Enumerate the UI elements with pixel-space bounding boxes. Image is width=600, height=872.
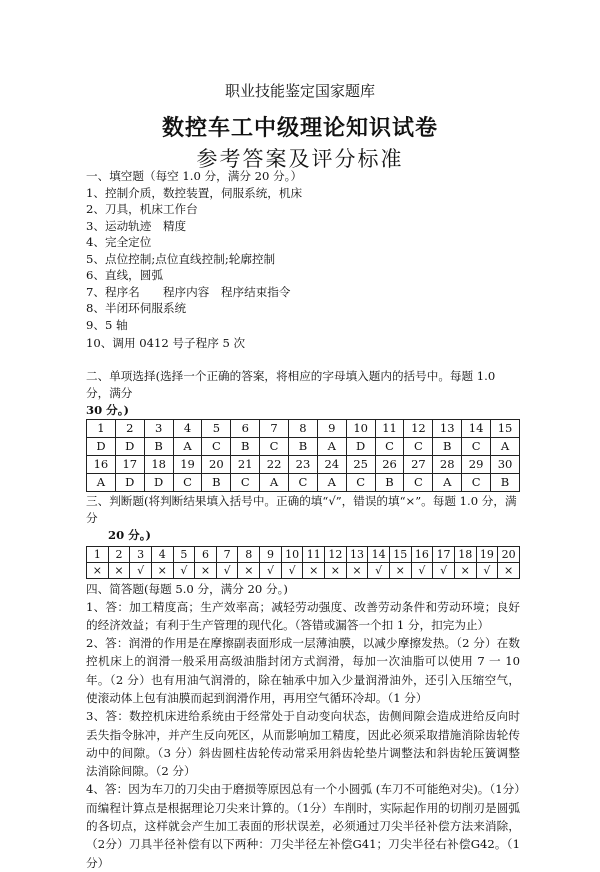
answer-cell: B xyxy=(202,473,231,491)
question-number-cell: 6 xyxy=(195,546,217,562)
exam-bank-title: 职业技能鉴定国家题库 xyxy=(224,82,375,100)
fill-in-answer: 4、完全定位 xyxy=(86,235,152,249)
fill-in-answer: 5、点位控制;点位直线控制;轮廓控制 xyxy=(86,251,276,266)
answer-cell: C xyxy=(404,437,433,455)
answer-cell: × xyxy=(195,562,217,578)
fill-in-answer: 3、运动轨迹 精度 xyxy=(86,218,187,233)
answer-cell: B xyxy=(375,473,404,491)
question-number-cell: 12 xyxy=(325,546,347,562)
answer-cell: A xyxy=(260,473,289,491)
answer-cell: D xyxy=(346,437,375,455)
short-answer: 1、答：加工精度高；生产效率高；减轻劳动强度、改善劳动条件和劳动环境；良好的经济效益；有利于生产管理的现代化。（答错或漏答一个扣 1 分，扣完为止） xyxy=(86,599,520,632)
answer-cell: √ xyxy=(411,562,433,578)
answer-cell: × xyxy=(454,562,476,578)
question-number-cell: 15 xyxy=(389,546,411,562)
question-number-cell: 17 xyxy=(115,455,144,473)
question-number-cell: 20 xyxy=(202,455,231,473)
answer-cell: B xyxy=(231,437,260,455)
short-answer: 4、答：因为车刀的刀尖由于磨损等原因总有一个小圆弧 (车刀不可能绝对尖)。（1分）而编程计算点是根据理论刀尖来计算的。（1分）车削时，实际起作用的切削刃是圆弧的各切点，这样就会产生加工表面的形状误差，必须通过刀尖半径补偿方法来消除，（2分）刀具半径补偿有以下两种：刀尖半径左补偿G41；刀尖半径右补偿G42。（1分） xyxy=(86,782,520,870)
answer-cell: × xyxy=(238,562,260,578)
fill-in-answer: 10、调用 0412 号子程序 5 次 xyxy=(86,336,246,350)
fill-in-answer: 7、程序名 程序内容 程序结束指令 xyxy=(86,284,291,299)
question-number-cell: 13 xyxy=(433,419,462,437)
question-number-cell: 29 xyxy=(462,455,491,473)
fill-in-answer: 2、刀具，机床工作台 xyxy=(86,202,198,216)
fill-in-answer: 9、5 轴 xyxy=(86,317,128,332)
question-number-cell: 28 xyxy=(433,455,462,473)
answer-cell: × xyxy=(303,562,325,578)
answer-cell: B xyxy=(491,473,520,491)
answer-cell: C xyxy=(462,473,491,491)
answer-cell: × xyxy=(108,562,130,578)
answer-cell: D xyxy=(115,437,144,455)
question-number-cell: 8 xyxy=(289,419,318,437)
question-number-cell: 23 xyxy=(289,455,318,473)
answer-cell: A xyxy=(173,437,202,455)
question-number-cell: 11 xyxy=(375,419,404,437)
question-number-cell: 5 xyxy=(173,546,195,562)
question-number-cell: 9 xyxy=(260,546,282,562)
question-number-cell: 3 xyxy=(130,546,152,562)
answer-row xyxy=(87,473,520,491)
answer-row xyxy=(87,437,520,455)
answer-content xyxy=(86,168,520,872)
question-number-cell: 21 xyxy=(231,455,260,473)
question-number-cell: 2 xyxy=(108,546,130,562)
answer-cell: A xyxy=(491,437,520,455)
question-number-cell: 11 xyxy=(303,546,325,562)
question-number-cell: 16 xyxy=(87,455,116,473)
short-answers xyxy=(86,598,520,872)
answer-cell: C xyxy=(404,473,433,491)
question-number-cell: 14 xyxy=(368,546,390,562)
answer-cell: D xyxy=(115,473,144,491)
section1-heading: 一、填空题（每空 1.0 分，满分 20 分。） xyxy=(86,169,303,183)
answer-cell: D xyxy=(144,473,173,491)
question-number-cell: 10 xyxy=(346,419,375,437)
question-number-cell: 20 xyxy=(498,546,520,562)
answer-cell: √ xyxy=(368,562,390,578)
question-number-cell: 27 xyxy=(404,455,433,473)
question-number-cell: 8 xyxy=(238,546,260,562)
answer-cell: √ xyxy=(130,562,152,578)
answer-cell: C xyxy=(289,473,318,491)
question-number-cell: 24 xyxy=(317,455,346,473)
question-number-cell: 22 xyxy=(260,455,289,473)
answer-cell: B xyxy=(144,437,173,455)
question-number-cell: 30 xyxy=(491,455,520,473)
answer-key-title: 参考答案及评分标准 xyxy=(196,147,404,171)
question-number-cell: 4 xyxy=(151,546,173,562)
question-number-cell: 14 xyxy=(462,419,491,437)
question-number-cell: 5 xyxy=(202,419,231,437)
short-answer: 2、答：润滑的作用是在摩擦副表面形成一层薄油膜，以减少摩擦发热。（2 分）在数控机床上的润滑一般采用高级油脂封闭方式润滑，每加一次油脂可以使用 7 一 10 年。（2 分）也有用油气润滑的，除在轴承中加入少量润滑油外，还引入压缩空气，使滚动体上包有油膜而起到润滑作用，再用空气循环冷却。（1 分） xyxy=(86,636,520,705)
fill-in-answers xyxy=(86,185,520,352)
answer-cell: × xyxy=(325,562,347,578)
answer-cell: C xyxy=(346,473,375,491)
section3-heading: 三、判断题(将判断结果填入括号中。正确的填“√”，错误的填“×”。每题 1.0 分，满分 xyxy=(86,493,517,525)
answer-cell: × xyxy=(346,562,368,578)
answer-cell: C xyxy=(260,437,289,455)
question-number-cell: 13 xyxy=(346,546,368,562)
answer-cell: A xyxy=(87,473,116,491)
question-number-cell: 1 xyxy=(87,419,116,437)
question-number-cell: 2 xyxy=(115,419,144,437)
answer-cell: A xyxy=(433,473,462,491)
answer-cell: √ xyxy=(476,562,498,578)
question-number-cell: 18 xyxy=(144,455,173,473)
answer-cell: √ xyxy=(260,562,282,578)
short-answer: 3、答：数控机床进给系统由于经常处于自动变向状态，齿侧间隙会造成进给反向时丢失指令脉冲，并产生反向死区，从而影响加工精度，因此必须采取措施消除齿轮传动中的间隙。（3 分）斜齿圆柱齿轮传动常采用斜齿轮垫片调整法和斜齿轮压簧调整法消除间隙。（2 分） xyxy=(86,709,520,779)
question-number-row xyxy=(87,419,520,437)
answer-cell: A xyxy=(317,473,346,491)
section2-heading-cont: 30 分。) xyxy=(86,402,130,417)
fill-in-answer: 8、半闭环伺服系统 xyxy=(86,301,187,315)
question-number-row xyxy=(87,546,520,562)
answer-cell: √ xyxy=(281,562,303,578)
question-number-cell: 7 xyxy=(260,419,289,437)
answer-cell: × xyxy=(498,562,520,578)
question-number-cell: 18 xyxy=(454,546,476,562)
answer-cell: × xyxy=(151,562,173,578)
question-number-cell: 6 xyxy=(231,419,260,437)
question-number-cell: 9 xyxy=(317,419,346,437)
question-number-cell: 25 xyxy=(346,455,375,473)
answer-cell: C xyxy=(202,437,231,455)
answer-cell: √ xyxy=(216,562,238,578)
answer-cell: B xyxy=(433,437,462,455)
answer-cell: B xyxy=(289,437,318,455)
question-number-cell: 10 xyxy=(281,546,303,562)
question-number-cell: 1 xyxy=(87,546,109,562)
answer-cell: C xyxy=(231,473,260,491)
fill-in-answer: 1、控制介质，数控装置，伺服系统，机床 xyxy=(86,185,303,200)
question-number-cell: 12 xyxy=(404,419,433,437)
section2-heading: 二、单项选择(选择一个正确的答案，将相应的字母填入题内的括号中。每题 1.0 分，满分 xyxy=(86,368,496,400)
question-number-cell: 7 xyxy=(216,546,238,562)
question-number-cell: 4 xyxy=(173,419,202,437)
question-number-cell: 17 xyxy=(433,546,455,562)
answer-cell: C xyxy=(173,473,202,491)
section3-heading-cont: 20 分。) xyxy=(108,527,152,542)
true-false-table xyxy=(86,546,520,579)
question-number-cell: 15 xyxy=(491,419,520,437)
question-number-cell: 3 xyxy=(144,419,173,437)
exam-title: 数控车工中级理论知识试卷 xyxy=(161,115,438,141)
fill-in-answer: 6、直线，圆弧 xyxy=(86,268,163,282)
question-number-row xyxy=(87,455,520,473)
answer-cell: D xyxy=(87,437,116,455)
answer-cell: × xyxy=(87,562,109,578)
question-number-cell: 16 xyxy=(411,546,433,562)
section4-heading: 四、简答题(每题 5.0 分，满分 20 分。) xyxy=(86,581,288,596)
answer-cell: √ xyxy=(433,562,455,578)
answer-cell: √ xyxy=(173,562,195,578)
question-number-cell: 19 xyxy=(476,546,498,562)
answer-cell: C xyxy=(462,437,491,455)
multiple-choice-table xyxy=(86,419,520,492)
question-number-cell: 26 xyxy=(375,455,404,473)
answer-cell: × xyxy=(389,562,411,578)
answer-cell: C xyxy=(375,437,404,455)
answer-row xyxy=(87,562,520,578)
question-number-cell: 19 xyxy=(173,455,202,473)
answer-cell: A xyxy=(317,437,346,455)
